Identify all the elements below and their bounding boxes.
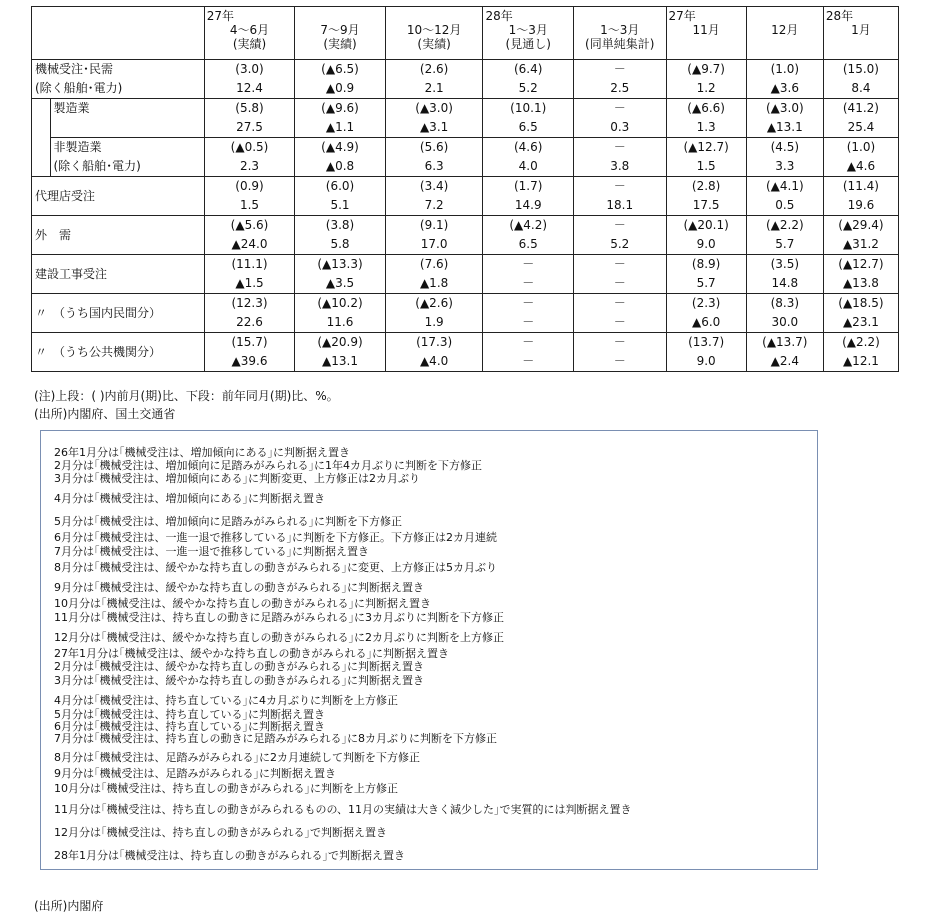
history-line: 9月分は｢機械受注は、緩やかな持ち直しの動きがみられる｣に判断据え置き (54, 581, 424, 594)
data-cell (295, 255, 386, 294)
data-cell (483, 294, 574, 333)
header-note: (同単純集計) (585, 37, 655, 51)
data-cell (666, 216, 746, 255)
header-period: 1～3月 (600, 23, 640, 37)
yoy-value: 2.3 (239, 159, 260, 173)
mom-value: (▲3.0) (765, 101, 804, 115)
header-year (574, 9, 666, 23)
mom-value: (▲4.2) (509, 218, 548, 232)
table-body (32, 7, 899, 372)
row-label1: 〃 （うち公共機関分） (35, 344, 162, 359)
yoy-value: ▲0.8 (325, 159, 355, 173)
data-cell (573, 294, 666, 333)
yoy-value: ▲0.9 (325, 81, 355, 95)
history-line: 27年1月分は｢機械受注は、緩やかな持ち直しの動きがみられる｣に判断据え置き (54, 647, 449, 660)
yoy-value: 0.5 (775, 198, 795, 212)
history-line: 3月分は｢機械受注は、緩やかな持ち直しの動きがみられる｣に判断据え置き (54, 674, 424, 687)
data-cell (823, 60, 898, 99)
yoy-value: － (613, 276, 626, 290)
history-line: 4月分は｢機械受注は、増加傾向にある｣に判断据え置き (54, 492, 325, 505)
yoy-value: 6.3 (424, 159, 444, 173)
yoy-value: 0.3 (610, 120, 630, 134)
data-cell (573, 216, 666, 255)
mom-value: (6.4) (513, 62, 543, 76)
table-row (32, 216, 899, 255)
mom-value: － (522, 335, 535, 349)
header-corner-cell (32, 7, 205, 60)
data-cell (823, 138, 898, 177)
history-line: 11月分は｢機械受注は、持ち直しの動きに足踏みがみられる｣に3カ月ぶりに判断を下方修正 (54, 611, 504, 624)
data-cell (666, 294, 746, 333)
mom-value: － (522, 296, 535, 310)
yoy-value: 19.6 (847, 198, 875, 212)
mom-value: (4.5) (770, 140, 800, 154)
data-cell (385, 294, 483, 333)
history-line: 9月分は｢機械受注は、足踏みがみられる｣に判断据え置き (54, 767, 336, 780)
yoy-value: 8.4 (851, 81, 871, 95)
data-cell (385, 99, 483, 138)
data-cell (823, 294, 898, 333)
history-line: 5月分は｢機械受注は、増加傾向に足踏みがみられる｣に判断を下方修正 (54, 515, 402, 528)
mom-value: (9.1) (419, 218, 449, 232)
history-line: 6月分は｢機械受注は、持ち直している｣に判断据え置き (54, 720, 325, 733)
mom-value: (5.6) (419, 140, 449, 154)
data-cell (204, 177, 295, 216)
yoy-value: 2.5 (610, 81, 630, 95)
yoy-value: 3.8 (610, 159, 630, 173)
mom-value: (12.3) (231, 296, 268, 310)
data-cell (483, 333, 574, 372)
row-label (32, 60, 205, 99)
yoy-value: 12.4 (236, 81, 263, 95)
data-cell (746, 255, 823, 294)
yoy-value: 1.5 (696, 159, 716, 173)
header-year: 27年 (206, 9, 235, 23)
data-cell (295, 177, 386, 216)
data-cell (573, 60, 666, 99)
data-cell (483, 99, 574, 138)
mom-value: (▲12.7) (838, 257, 884, 271)
data-cell (204, 99, 295, 138)
mom-value: (10.1) (510, 101, 547, 115)
data-cell (746, 99, 823, 138)
yoy-value: ▲1.5 (235, 276, 264, 290)
data-cell (746, 333, 823, 372)
yoy-value: 6.5 (518, 237, 538, 251)
history-line: 2月分は｢機械受注は、増加傾向に足踏みがみられる｣に1年4カ月ぶりに判断を下方修正 (54, 459, 482, 472)
header-cell (483, 7, 574, 60)
row-label (32, 333, 205, 372)
data-cell (204, 255, 295, 294)
mom-value: (3.5) (770, 257, 800, 271)
yoy-value: 5.2 (518, 81, 538, 95)
header-cell (666, 7, 746, 60)
history-line: 12月分は｢機械受注は、持ち直しの動きがみられる｣で判断据え置き (54, 826, 387, 839)
row-label1: 製造業 (53, 101, 90, 115)
header-cell (573, 7, 666, 60)
mom-value: (15.0) (842, 62, 879, 76)
data-cell (385, 333, 483, 372)
mom-value: (▲4.1) (765, 179, 804, 193)
mom-value: － (613, 101, 626, 115)
yoy-value: ▲4.0 (419, 354, 449, 368)
data-cell (483, 138, 574, 177)
data-cell (204, 294, 295, 333)
table-row (32, 138, 899, 177)
mom-value: － (522, 257, 535, 271)
yoy-value: 1.9 (424, 315, 444, 329)
yoy-value: ▲3.1 (419, 120, 449, 134)
header-period: 11月 (692, 23, 720, 37)
history-line: 12月分は｢機械受注は、緩やかな持ち直しの動きがみられる｣に2カ月ぶりに判断を上方修正 (54, 631, 504, 644)
mom-value: (▲13.3) (317, 257, 363, 271)
history-line: 4月分は｢機械受注は、持ち直している｣に4カ月ぶりに判断を上方修正 (54, 694, 398, 707)
data-cell (666, 138, 746, 177)
data-cell (483, 177, 574, 216)
data-cell (295, 99, 386, 138)
data-cell (746, 216, 823, 255)
mom-value: － (613, 218, 626, 232)
yoy-value: ▲12.1 (842, 354, 879, 368)
header-cell (204, 7, 295, 60)
data-cell (385, 216, 483, 255)
mom-value: (▲2.2) (842, 335, 880, 349)
mom-value: (4.6) (513, 140, 543, 154)
yoy-value: 5.1 (330, 198, 350, 212)
data-cell (204, 333, 295, 372)
yoy-value: ▲31.2 (842, 237, 879, 251)
yoy-value: ▲2.4 (770, 354, 799, 368)
history-line: 7月分は｢機械受注は、持ち直しの動きに足踏みがみられる｣に8カ月ぶりに判断を下方修正 (54, 732, 497, 745)
history-line: 2月分は｢機械受注は、緩やかな持ち直しの動きがみられる｣に判断据え置き (54, 660, 424, 673)
yoy-value: － (522, 315, 535, 329)
yoy-value: 5.7 (775, 237, 795, 251)
mom-value: (6.0) (325, 179, 355, 193)
history-line: 3月分は｢機械受注は、増加傾向にある｣に判断変更、上方修正は2カ月ぶり (54, 472, 420, 485)
mom-value: (3.4) (419, 179, 449, 193)
data-cell (746, 60, 823, 99)
mom-value: (8.9) (691, 257, 721, 271)
yoy-value: 22.6 (236, 315, 263, 329)
yoy-value: ▲4.6 (846, 159, 876, 173)
mom-value: (▲10.2) (317, 296, 363, 310)
table-header-row (32, 7, 899, 60)
data-cell (666, 60, 746, 99)
yoy-value: ▲24.0 (231, 237, 268, 251)
history-line: 10月分は｢機械受注は、緩やかな持ち直しの動きがみられる｣に判断据え置き (54, 597, 431, 610)
yoy-value: 5.8 (330, 237, 350, 251)
history-line: 6月分は｢機械受注は、一進一退で推移している｣に判断を下方修正。下方修正は2カ月連続 (54, 531, 497, 544)
mom-value: (▲6.6) (687, 101, 725, 115)
header-year (386, 9, 483, 23)
mom-value: (3.8) (325, 218, 355, 232)
yoy-value: ▲3.6 (770, 81, 799, 95)
yoy-value: ▲6.0 (691, 315, 721, 329)
table-row (32, 294, 899, 333)
header-period: 12月 (771, 23, 799, 37)
yoy-value: 14.8 (771, 276, 799, 290)
mom-value: (2.8) (691, 179, 721, 193)
mom-value: － (613, 179, 626, 193)
mom-value: (11.1) (231, 257, 268, 271)
row-label2: (除く船舶･電力) (53, 159, 141, 173)
row-label1: 建設工事受注 (35, 266, 108, 281)
header-period: 10～12月 (406, 23, 462, 37)
row-label1: 非製造業 (53, 140, 102, 154)
yoy-value: ▲1.8 (419, 276, 449, 290)
yoy-value: 6.5 (518, 120, 538, 134)
row-label1: 〃 （うち国内民間分） (35, 305, 162, 320)
data-cell (666, 99, 746, 138)
yoy-value: ▲13.1 (766, 120, 803, 134)
yoy-value: － (522, 354, 535, 368)
table-row (32, 60, 899, 99)
yoy-value: 9.0 (696, 237, 716, 251)
yoy-value: 18.1 (606, 198, 634, 212)
yoy-value: 5.7 (696, 276, 716, 290)
row-label (50, 138, 204, 177)
header-year: 27年 (668, 9, 696, 23)
yoy-value: 11.6 (326, 315, 354, 329)
data-cell (746, 138, 823, 177)
data-cell (823, 216, 898, 255)
history-line: 26年1月分は｢機械受注は、増加傾向にある｣に判断据え置き (54, 446, 350, 459)
mom-value: (▲3.0) (415, 101, 453, 115)
mom-value: (11.4) (842, 179, 879, 193)
data-cell (204, 60, 295, 99)
table-footnote: (注)上段：( )内前月(期)比、下段：前年同月(期)比、%。 (34, 389, 339, 403)
yoy-value: 1.2 (696, 81, 716, 95)
yoy-value: 3.3 (775, 159, 795, 173)
mom-value: － (613, 140, 626, 154)
mom-value: (17.3) (416, 335, 453, 349)
yoy-value: 25.4 (847, 120, 875, 134)
yoy-value: 14.9 (514, 198, 542, 212)
yoy-value: 1.5 (239, 198, 260, 212)
mom-value: (▲0.5) (230, 140, 269, 154)
yoy-value: 27.5 (236, 120, 263, 134)
history-line: 5月分は｢機械受注は、持ち直している｣に判断据え置き (54, 708, 325, 721)
row-label (32, 216, 205, 255)
data-cell (483, 60, 574, 99)
mom-value: (▲9.6) (321, 101, 359, 115)
yoy-value: 17.5 (692, 198, 720, 212)
history-line: 8月分は｢機械受注は、足踏みがみられる｣に2カ月連続して判断を下方修正 (54, 751, 420, 764)
mom-value: － (613, 335, 626, 349)
header-period: 1～3月 (508, 23, 548, 37)
data-cell (385, 60, 483, 99)
data-cell (295, 216, 386, 255)
data-cell (385, 177, 483, 216)
mom-value: (▲5.6) (230, 218, 269, 232)
mom-value: (2.6) (419, 62, 449, 76)
data-cell (746, 177, 823, 216)
data-cell (295, 333, 386, 372)
data-cell (295, 60, 386, 99)
yoy-value: 2.1 (424, 81, 444, 95)
mom-value: (7.6) (419, 257, 449, 271)
row-label2: (除く船舶･電力) (35, 81, 123, 95)
yoy-value: － (613, 315, 626, 329)
header-cell (746, 7, 823, 60)
header-year (747, 9, 823, 23)
table-row (32, 99, 899, 138)
mom-value: (13.7) (688, 335, 725, 349)
mom-value: (▲29.4) (838, 218, 884, 232)
data-cell (823, 177, 898, 216)
mom-value: － (613, 257, 626, 271)
data-cell (573, 177, 666, 216)
data-cell (483, 216, 574, 255)
history-line: 8月分は｢機械受注は、緩やかな持ち直しの動きがみられる｣に変更、上方修正は5カ月ぶり (54, 561, 497, 574)
yoy-value: ▲13.1 (322, 354, 358, 368)
yoy-value: 4.0 (518, 159, 538, 173)
mom-value: (▲6.5) (321, 62, 359, 76)
data-cell (385, 255, 483, 294)
yoy-value: 7.2 (424, 198, 444, 212)
mom-value: (15.7) (231, 335, 268, 349)
row-label1: 外 需 (35, 227, 72, 242)
mom-value: (5.8) (235, 101, 264, 115)
mom-value: (▲9.7) (687, 62, 725, 76)
mom-value: (▲2.2) (765, 218, 804, 232)
data-cell (666, 333, 746, 372)
judgment-history-box (40, 430, 818, 870)
mom-value: (▲12.7) (683, 140, 729, 154)
data-cell (295, 138, 386, 177)
mom-value: (2.3) (691, 296, 721, 310)
data-cell (204, 216, 295, 255)
yoy-value: ▲23.1 (842, 315, 879, 329)
data-cell (573, 255, 666, 294)
machinery-orders-table (31, 6, 899, 372)
yoy-value: 9.0 (696, 354, 716, 368)
header-cell (823, 7, 898, 60)
indent-cell (32, 99, 51, 177)
header-cell (295, 7, 386, 60)
header-note: (実績) (417, 37, 451, 51)
table-row (32, 333, 899, 372)
mom-value: (8.3) (770, 296, 800, 310)
row-label1: 機械受注･民需 (35, 62, 114, 76)
header-year: 28年 (825, 9, 854, 23)
mom-value: － (613, 296, 626, 310)
data-cell (823, 99, 898, 138)
data-cell (385, 138, 483, 177)
history-line: 28年1月分は｢機械受注は、持ち直しの動きがみられる｣で判断据え置き (54, 849, 405, 862)
row-label (32, 255, 205, 294)
yoy-value: － (522, 276, 535, 290)
row-label1: 代理店受注 (35, 188, 96, 203)
data-cell (746, 294, 823, 333)
mom-value: (▲20.1) (683, 218, 729, 232)
row-label (32, 294, 205, 333)
table-row (32, 177, 899, 216)
header-period: 7～9月 (320, 23, 360, 37)
header-cell (385, 7, 483, 60)
data-cell (573, 99, 666, 138)
history-line: 10月分は｢機械受注は、持ち直しの動きがみられる｣に判断を上方修正 (54, 782, 398, 795)
row-label (32, 177, 205, 216)
mom-value: (▲20.9) (317, 335, 363, 349)
yoy-value: ▲1.1 (325, 120, 355, 134)
mom-value: (1.0) (770, 62, 800, 76)
yoy-value: ▲39.6 (231, 354, 268, 368)
data-cell (666, 255, 746, 294)
row-label (50, 99, 204, 138)
mom-value: (1.0) (846, 140, 876, 154)
header-note: (実績) (232, 37, 267, 51)
history-line: 7月分は｢機械受注は、一進一退で推移している｣に判断据え置き (54, 545, 369, 558)
mom-value: (▲4.9) (321, 140, 359, 154)
header-note: (実績) (323, 37, 357, 51)
data-cell (823, 255, 898, 294)
yoy-value: 5.2 (610, 237, 630, 251)
data-cell (823, 333, 898, 372)
yoy-value: ▲13.8 (842, 276, 879, 290)
data-cell (295, 294, 386, 333)
data-cell (483, 255, 574, 294)
mom-value: (▲13.7) (762, 335, 808, 349)
history-line: 11月分は｢機械受注は、持ち直しの動きがみられるものの、11月の実績は大きく減少した｣で実質的には判断据え置き (54, 803, 632, 816)
yoy-value: ▲3.5 (325, 276, 355, 290)
yoy-value: － (613, 354, 626, 368)
mom-value: (▲18.5) (838, 296, 884, 310)
mom-value: － (613, 62, 626, 76)
yoy-value: 1.3 (696, 120, 716, 134)
table-row (32, 255, 899, 294)
data-cell (204, 138, 295, 177)
mom-value: (3.0) (235, 62, 264, 76)
mom-value: (0.9) (235, 179, 264, 193)
history-source: (出所)内閣府 (34, 899, 104, 913)
header-note: (見通し) (505, 37, 551, 51)
data-cell (573, 333, 666, 372)
header-year: 28年 (485, 9, 513, 23)
yoy-value: 17.0 (420, 237, 448, 251)
data-cell (666, 177, 746, 216)
mom-value: (1.7) (513, 179, 543, 193)
header-period: 1月 (851, 23, 871, 37)
header-year (295, 9, 385, 23)
table-source: (出所)内閣府、国土交通省 (34, 407, 176, 421)
mom-value: (▲2.6) (415, 296, 453, 310)
yoy-value: 30.0 (771, 315, 799, 329)
mom-value: (41.2) (842, 101, 879, 115)
header-period: 4～6月 (229, 23, 270, 37)
data-cell (573, 138, 666, 177)
